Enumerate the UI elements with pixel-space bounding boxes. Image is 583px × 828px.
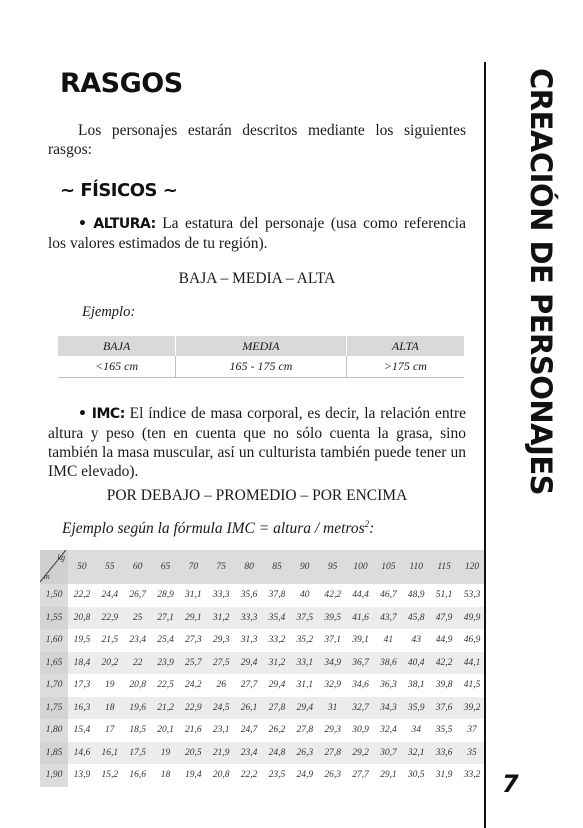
imc-cell: 17,3 <box>73 680 91 691</box>
height-row-header: 1,55 <box>40 607 68 630</box>
imc-cell: 27,7 <box>352 770 369 781</box>
imc-cell: 30,7 <box>374 742 402 765</box>
imc-cell: 24,5 <box>207 697 235 720</box>
weight-header: 75 <box>207 550 235 584</box>
imc-cell: 33,6 <box>430 742 458 765</box>
imc-cell: 37,8 <box>268 590 286 601</box>
imc-cell: 40 <box>300 590 310 601</box>
altura-table-row <box>58 356 464 378</box>
height-row-header: 1,90 <box>40 764 68 787</box>
imc-cell: 27,3 <box>185 635 202 646</box>
altura-header-alta: ALTA <box>346 336 464 356</box>
imc-cell: 16,3 <box>68 697 96 720</box>
imc-cell: 23,4 <box>129 635 146 646</box>
imc-cell: 44,4 <box>352 590 369 601</box>
imc-cell: 35,9 <box>402 697 430 720</box>
imc-cell: 26,7 <box>129 590 146 601</box>
imc-cell: 23,4 <box>235 742 263 765</box>
altura-tag: • ALTURA: <box>78 216 156 232</box>
imc-cell: 36,3 <box>380 680 397 691</box>
imc-cell: 18,5 <box>129 725 146 736</box>
imc-cell: 38,1 <box>407 680 425 691</box>
imc-cell: 22,5 <box>157 680 174 691</box>
imc-cell: 19,4 <box>185 770 202 781</box>
altura-text: La estatura del personaje (usa como referencia los valores estimados de tu región). <box>48 215 466 252</box>
chapter-side-title: CREACIÓN DE PERSONAJES <box>524 68 558 496</box>
imc-cell: 29,4 <box>235 652 263 675</box>
imc-cell: 29,2 <box>347 742 375 765</box>
imc-cell: 25,7 <box>179 652 207 675</box>
imc-cell: 30,5 <box>407 770 425 781</box>
imc-cell: 35,4 <box>263 607 291 630</box>
imc-cell: 23,1 <box>212 725 230 736</box>
imc-paragraph <box>48 404 466 481</box>
unit-kg-label: kg <box>57 553 65 562</box>
imc-cell: 29,1 <box>380 770 397 781</box>
altura-value-alta: >175 cm <box>346 356 464 378</box>
side-divider <box>484 62 486 828</box>
imc-cell: 17 <box>105 725 115 736</box>
imc-table-row <box>40 742 486 765</box>
altura-table-header-row <box>58 336 464 356</box>
imc-cell: 13,9 <box>73 770 91 781</box>
imc-cell: 33,3 <box>235 607 263 630</box>
imc-cell: 30,9 <box>352 725 369 736</box>
imc-cell: 42,2 <box>430 652 458 675</box>
imc-cell: 44,9 <box>435 635 453 646</box>
altura-example-label: Ejemplo: <box>82 304 136 320</box>
weight-header: 105 <box>374 550 402 584</box>
imc-cell: 39,8 <box>435 680 453 691</box>
imc-cell: 48,9 <box>407 590 425 601</box>
imc-cell: 41 <box>383 635 394 646</box>
imc-cell: 26,3 <box>324 770 341 781</box>
imc-cell: 26 <box>216 680 226 691</box>
imc-cell: 43 <box>411 635 421 646</box>
weight-header: 110 <box>402 550 430 584</box>
intro-paragraph: Los personajes estarán descritos mediante los siguientes rasgos: <box>48 122 466 158</box>
imc-cell: 20,8 <box>68 607 96 630</box>
imc-cell: 33,3 <box>212 590 230 601</box>
imc-cell: 29,1 <box>179 607 207 630</box>
imc-cell: 32,7 <box>347 697 375 720</box>
page-number: 7 <box>502 770 519 798</box>
imc-cell: 40,4 <box>402 652 430 675</box>
imc-cell: 22 <box>124 652 152 675</box>
imc-cell: 39,2 <box>458 697 486 720</box>
imc-table-row <box>40 697 486 720</box>
imc-cell: 24,9 <box>296 770 314 781</box>
imc-cell: 17,5 <box>124 742 152 765</box>
altura-value-baja: <165 cm <box>58 356 176 378</box>
section-title: RASGOS <box>60 68 183 99</box>
weight-header: 65 <box>152 550 180 584</box>
imc-cell: 26,1 <box>235 697 263 720</box>
imc-cell: 24,4 <box>101 590 119 601</box>
imc-cell: 19,5 <box>73 635 91 646</box>
imc-cell: 27,8 <box>263 697 291 720</box>
imc-cell: 31,1 <box>296 680 314 691</box>
imc-table-header-row <box>40 550 486 584</box>
altura-table <box>58 336 464 378</box>
imc-cell: 25,4 <box>157 635 174 646</box>
imc-cell: 35,2 <box>296 635 314 646</box>
imc-cell: 28,9 <box>157 590 174 601</box>
imc-units-corner <box>40 550 68 584</box>
imc-cell: 22,9 <box>179 697 207 720</box>
imc-cell: 27,8 <box>296 725 314 736</box>
imc-cell: 45,8 <box>402 607 430 630</box>
imc-tag: • IMC: <box>78 406 125 422</box>
imc-cell: 37,5 <box>291 607 319 630</box>
height-row-header: 1,65 <box>40 652 68 675</box>
imc-cell: 34 <box>411 725 421 736</box>
altura-value-media: 165 - 175 cm <box>176 356 346 378</box>
height-row-header: 1,75 <box>40 697 68 720</box>
imc-cell: 31,3 <box>240 635 258 646</box>
imc-cell: 22,9 <box>96 607 124 630</box>
imc-cell: 29,4 <box>291 697 319 720</box>
imc-cell: 53,3 <box>463 590 481 601</box>
fisicos-heading: ~ FÍSICOS ~ <box>60 180 178 201</box>
imc-cell: 27,8 <box>319 742 347 765</box>
imc-cell: 39,1 <box>352 635 369 646</box>
imc-cell: 27,7 <box>240 680 258 691</box>
imc-text: El índice de masa corporal, es decir, la relación entre altura y peso (ten en cuenta que no sólo cuenta la grasa, sino también la masa muscular, así un culturista también puede tener un IMC elevado). <box>48 405 466 480</box>
imc-cell: 16,6 <box>129 770 146 781</box>
imc-cell: 15,2 <box>101 770 119 781</box>
imc-cell: 46,7 <box>380 590 397 601</box>
unit-m-label: m <box>44 572 50 581</box>
imc-cell: 32,4 <box>380 725 397 736</box>
imc-cell: 31,2 <box>263 652 291 675</box>
imc-table-row <box>40 652 486 675</box>
imc-cell: 29,4 <box>268 680 286 691</box>
weight-header: 100 <box>347 550 375 584</box>
imc-cell: 27,1 <box>152 607 180 630</box>
imc-cell: 24,7 <box>240 725 258 736</box>
weight-header: 95 <box>319 550 347 584</box>
imc-cell: 37 <box>467 725 477 736</box>
weight-header: 60 <box>124 550 152 584</box>
weight-header: 70 <box>179 550 207 584</box>
height-row-header: 1,70 <box>40 674 68 697</box>
weight-header: 115 <box>430 550 458 584</box>
imc-cell: 49,9 <box>458 607 486 630</box>
imc-cell: 35 <box>458 742 486 765</box>
imc-cell: 22,2 <box>240 770 258 781</box>
imc-cell: 22,2 <box>73 590 91 601</box>
height-row-header: 1,50 <box>40 584 68 607</box>
imc-cell: 31,2 <box>207 607 235 630</box>
imc-cell: 31,9 <box>435 770 453 781</box>
imc-cell: 23,5 <box>268 770 286 781</box>
imc-cell: 19 <box>152 742 180 765</box>
imc-cell: 39,5 <box>319 607 347 630</box>
imc-table-row <box>40 674 486 697</box>
imc-table-row <box>40 584 486 607</box>
imc-cell: 29,3 <box>212 635 230 646</box>
imc-cell: 46,9 <box>463 635 481 646</box>
imc-cell: 25 <box>124 607 152 630</box>
imc-cell: 15,4 <box>73 725 91 736</box>
imc-cell: 27,5 <box>207 652 235 675</box>
imc-cell: 16,1 <box>96 742 124 765</box>
imc-cell: 35,5 <box>435 725 453 736</box>
weight-header: 85 <box>263 550 291 584</box>
imc-cell: 31,1 <box>185 590 202 601</box>
imc-cell: 32,9 <box>324 680 341 691</box>
imc-cell: 21,2 <box>152 697 180 720</box>
imc-formula-exponent: 2 <box>364 519 370 529</box>
weight-header: 50 <box>68 550 96 584</box>
imc-cell: 19 <box>105 680 115 691</box>
imc-cell: 14,6 <box>68 742 96 765</box>
imc-cell: 41,5 <box>463 680 481 691</box>
imc-cell: 21,5 <box>101 635 119 646</box>
imc-cell: 41,6 <box>347 607 375 630</box>
imc-cell: 43,7 <box>374 607 402 630</box>
imc-cell: 23,9 <box>152 652 180 675</box>
imc-cell: 36,7 <box>347 652 375 675</box>
imc-cell: 32,1 <box>402 742 430 765</box>
imc-cell: 33,2 <box>268 635 286 646</box>
imc-table <box>40 550 486 787</box>
imc-formula-end: : <box>369 520 375 538</box>
imc-cell: 44,1 <box>458 652 486 675</box>
imc-table-body <box>40 584 486 787</box>
imc-cell: 26,2 <box>268 725 286 736</box>
imc-formula-text: Ejemplo según la fórmula IMC = altura / metros <box>62 520 365 538</box>
weight-header: 80 <box>235 550 263 584</box>
imc-cell: 33,2 <box>463 770 481 781</box>
imc-cell: 47,9 <box>430 607 458 630</box>
imc-cell: 20,2 <box>96 652 124 675</box>
imc-table-row <box>40 629 486 652</box>
imc-cell: 18,4 <box>68 652 96 675</box>
imc-cell: 29,3 <box>324 725 341 736</box>
imc-table-row <box>40 719 486 742</box>
weight-header: 120 <box>458 550 486 584</box>
altura-header-media: MEDIA <box>176 336 346 356</box>
imc-cell: 26,3 <box>291 742 319 765</box>
imc-table-row <box>40 607 486 630</box>
imc-cell: 20,8 <box>129 680 146 691</box>
imc-cell: 31 <box>319 697 347 720</box>
imc-cell: 20,8 <box>212 770 230 781</box>
imc-cell: 42,2 <box>324 590 341 601</box>
imc-cell: 34,9 <box>319 652 347 675</box>
height-row-header: 1,60 <box>40 629 68 652</box>
imc-cell: 20,1 <box>157 725 174 736</box>
altura-header-baja: BAJA <box>58 336 176 356</box>
imc-cell: 35,6 <box>240 590 258 601</box>
imc-table-row <box>40 764 486 787</box>
imc-cell: 18 <box>160 770 171 781</box>
altura-paragraph <box>48 214 466 253</box>
imc-cell: 37,6 <box>430 697 458 720</box>
weight-header: 90 <box>291 550 319 584</box>
imc-cell: 19,6 <box>124 697 152 720</box>
imc-cell: 21,6 <box>185 725 202 736</box>
imc-cell: 18 <box>96 697 124 720</box>
imc-cell: 34,6 <box>352 680 369 691</box>
imc-cell: 51,1 <box>435 590 453 601</box>
imc-formula <box>62 519 374 538</box>
imc-scale: POR DEBAJO – PROMEDIO – POR ENCIMA <box>106 487 408 504</box>
height-row-header: 1,85 <box>40 742 68 765</box>
imc-cell: 24,2 <box>185 680 202 691</box>
weight-header: 55 <box>96 550 124 584</box>
imc-cell: 34,3 <box>374 697 402 720</box>
imc-cell: 38,6 <box>374 652 402 675</box>
imc-cell: 24,8 <box>263 742 291 765</box>
altura-scale: BAJA – MEDIA – ALTA <box>178 270 336 287</box>
imc-cell: 21,9 <box>207 742 235 765</box>
height-row-header: 1,80 <box>40 719 68 742</box>
imc-cell: 20,5 <box>179 742 207 765</box>
imc-cell: 33,1 <box>291 652 319 675</box>
imc-cell: 37,1 <box>324 635 341 646</box>
